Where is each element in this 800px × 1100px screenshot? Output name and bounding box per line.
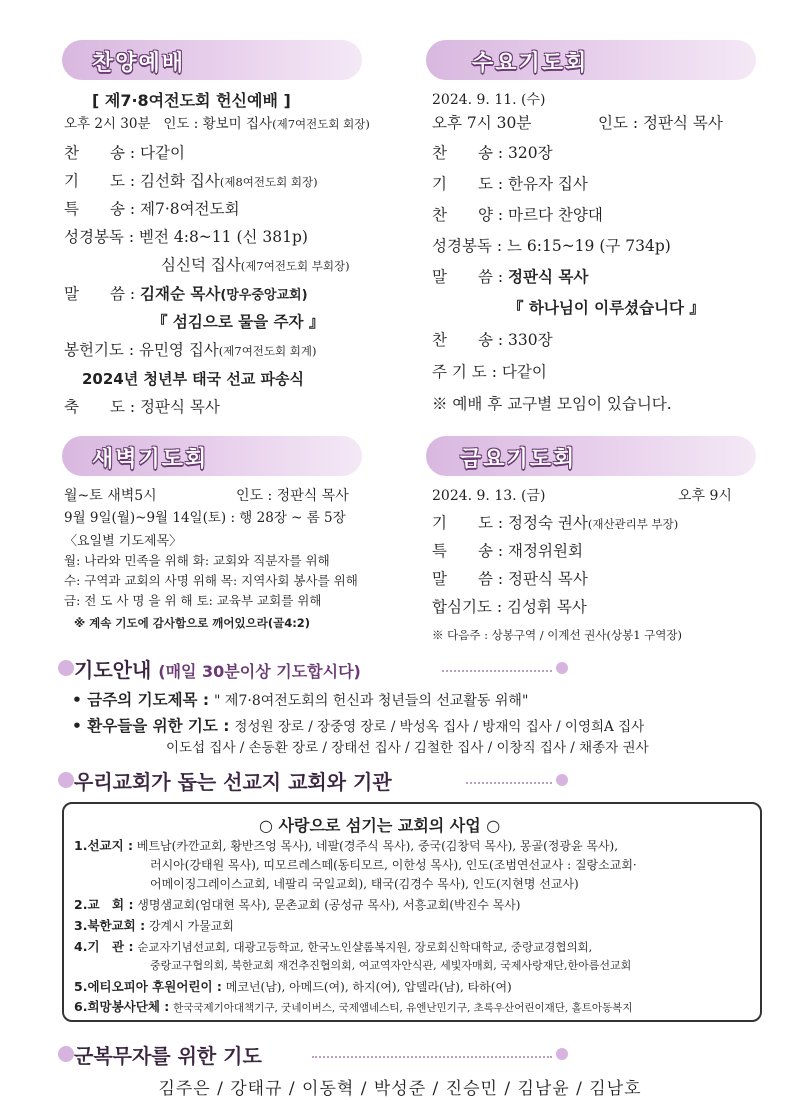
prayer-guide-subtitle: (매일 30분이상 기도합시다) xyxy=(158,662,361,681)
wed-sermon-label: 말 씀 : xyxy=(432,268,504,286)
wed-praise-value: 마르다 찬양대 xyxy=(508,206,603,224)
section-dot-icon xyxy=(556,662,568,674)
wed-praise-label: 찬 양 : xyxy=(432,206,504,224)
wed-preacher: 정판식 목사 xyxy=(508,268,589,286)
sick-prayer-label: • 환우들을 위한 기도 : xyxy=(72,717,230,735)
header-sunday: 찬양예배 xyxy=(92,51,186,76)
fri-next-week: ※ 다음주 : 상봉구역 / 이계선 권사(상봉1 구역장) xyxy=(432,628,682,642)
dawn-topic-row: 월: 나라와 민족을 위해 화: 교회와 직분자를 위해 xyxy=(64,553,330,568)
wed-hymn-label: 찬 송 : xyxy=(432,144,504,162)
offering-label: 봉헌기도 : xyxy=(64,341,135,359)
prayer-guide-title: 기도안내 xyxy=(74,658,152,682)
worship-hymn xyxy=(64,146,185,162)
reading-label: 성경봉독 : xyxy=(64,228,135,246)
worship-reading xyxy=(64,230,308,246)
worship-reader xyxy=(161,258,350,274)
wed-lords-prayer-value: 다같이 xyxy=(501,363,547,381)
prayer-topic-line xyxy=(72,693,528,709)
worship-prayer xyxy=(64,174,318,190)
mission-line: 메코넌(남), 아메드(여), 하지(여), 압델라(남), 타하(여) xyxy=(225,980,512,994)
wed-leader: 인도 : 정판식 목사 xyxy=(598,114,723,132)
wed-praise xyxy=(432,208,603,224)
worship-blessing xyxy=(64,400,220,416)
wed-reading-label: 성경봉독 : xyxy=(432,237,503,255)
prayer-guide-heading xyxy=(74,654,361,683)
fri-time: 오후 9시 xyxy=(678,488,732,504)
mission-key: 4.기 관 : xyxy=(74,939,134,954)
header-wednesday: 수요기도회 xyxy=(472,51,589,76)
worship-leader-note: (제7여전도회 회장) xyxy=(272,117,370,131)
mission-key: 6.희망봉사단체 : xyxy=(74,999,170,1014)
wed-note: ※ 예배 후 교구별 모임이 있습니다. xyxy=(432,395,672,413)
section-dot-icon xyxy=(58,660,74,676)
dawn-verse: ※ 계속 기도에 감사함으로 깨어있으라(골4:2) xyxy=(74,616,311,630)
military-names: 김주은 / 강태규 / 이동혁 / 박성준 / 진승민 / 김남윤 / 김남호 xyxy=(158,1079,642,1099)
mission-item xyxy=(74,920,234,933)
sick-prayer-names: 이도섭 집사 / 손동환 장로 / 장태선 집사 / 김철한 집사 / 이창직 집사 / 채종자 권사 xyxy=(166,740,649,756)
prayer-topic-label: • 금주의 기도제목 : xyxy=(72,691,210,709)
mission-key: 1.선교지 : xyxy=(74,838,134,853)
hymn-value: 다같이 xyxy=(140,144,185,162)
worship-sermon-title: 『 섬김으로 물을 주자 』 xyxy=(152,313,325,331)
wed-date: 2024. 9. 11. (수) xyxy=(432,92,546,108)
header-friday: 금요기도회 xyxy=(460,447,577,472)
wed-prayer-label: 기 도 : xyxy=(432,175,504,193)
hymn-label: 찬 송 : xyxy=(64,144,136,162)
mission-line: 베트남(카깐교회, 황반즈엉 목사), 네팔(경주식 목사), 중국(김창덕 목사), 몽골(정광윤 목사), xyxy=(136,839,619,853)
mission-line: 강계시 가물교회 xyxy=(148,919,234,933)
wed-reading-value: 느 6:15~19 (구 734p) xyxy=(506,237,671,255)
wed-prayer xyxy=(432,177,588,193)
fri-prayer-value: 정정숙 권사 xyxy=(508,514,588,532)
mission-sending: 2024년 청년부 태국 선교 파송식 xyxy=(82,370,305,388)
fri-date: 2024. 9. 13. (금) xyxy=(432,488,546,504)
section-dot-icon xyxy=(58,772,74,788)
fri-prayer xyxy=(432,516,678,532)
preacher-note: (망우중앙교회) xyxy=(220,288,308,303)
wed-hymn-value: 320장 xyxy=(508,144,553,162)
reading-value: 벧전 4:8~11 (신 381p) xyxy=(138,228,308,246)
sermon-label: 말 씀 : xyxy=(64,285,136,303)
offering-value: 유민영 집사 xyxy=(138,341,219,359)
fri-sermon xyxy=(432,572,588,588)
dawn-leader: 인도 : 정판식 목사 xyxy=(236,488,349,504)
section-dot-icon xyxy=(58,1046,74,1062)
fri-prayer-label: 기 도 : xyxy=(432,514,504,532)
dawn-range: 9월 9일(월)~9월 14일(토) : 행 28장 ~ 롬 5장 xyxy=(64,510,346,526)
preacher-value: 김재순 목사 xyxy=(140,285,221,303)
fri-joint xyxy=(432,600,587,616)
dotted-divider xyxy=(466,782,552,784)
mission-key: 5.에티오피아 후원어린이 : xyxy=(74,979,222,994)
prayer-topic: " 제7·8여전도회의 헌신과 청년들의 선교활동 위해" xyxy=(214,693,529,709)
wed-hymn2-label: 찬 송 : xyxy=(432,331,504,349)
prayer-note: (제8여전도회 회장) xyxy=(219,175,318,189)
mission-line: 러시아(강태원 목사), 띠모르레스떼(동티모르, 이한성 목사), 인도(조범연선교사 : 질랑소교회· xyxy=(150,858,637,872)
wed-hymn xyxy=(432,146,553,162)
worship-time-line xyxy=(64,118,370,132)
sick-prayer-line xyxy=(72,719,644,735)
mission-line: 생명샘교회(엄대현 목사), 문촌교회 (공성규 목사), 서흥교회(박진수 목사) xyxy=(137,898,521,912)
mission-line: 어메이징그레이스교회, 네팔리 국일교회), 태국(김경수 목사), 인도(지현명 선교사) xyxy=(150,877,579,891)
wed-time: 오후 7시 30분 xyxy=(432,114,532,132)
fri-special xyxy=(432,544,583,560)
offering-note: (제7여전도회 회계) xyxy=(218,344,317,358)
worship-time: 오후 2시 30분 xyxy=(64,116,151,132)
sick-prayer-names: 정성원 장로 / 장중영 장로 / 박성옥 집사 / 방재익 집사 / 이영희A 집사 xyxy=(234,719,645,735)
fri-special-value: 재정위원회 xyxy=(508,542,583,560)
mission-item xyxy=(74,899,520,912)
section-dot-icon xyxy=(556,1048,568,1060)
missions-box xyxy=(62,802,762,1022)
wed-hymn2 xyxy=(432,333,553,349)
mission-key: 2.교 회 : xyxy=(74,897,134,912)
wed-lords-prayer-label: 주 기 도 : xyxy=(432,363,497,381)
military-title: 군복무자를 위한 기도 xyxy=(74,1044,262,1068)
fri-special-label: 특 송 : xyxy=(432,542,504,560)
dotted-divider xyxy=(312,1056,552,1058)
fri-sermon-label: 말 씀 : xyxy=(432,570,504,588)
section-dot-icon xyxy=(556,774,568,786)
dawn-days: 월~토 새벽5시 xyxy=(64,488,157,504)
wed-sermon-title: 『 하나님이 이루셨습니다 』 xyxy=(508,299,705,317)
dawn-topic-row: 수: 구역과 교회의 사명 위해 목: 지역사회 봉사를 위해 xyxy=(64,573,358,588)
prayer-value: 김선화 집사 xyxy=(140,172,220,190)
reader-value: 심신덕 집사 xyxy=(161,256,241,274)
mission-key: 3.북한교회 : xyxy=(74,918,146,933)
dotted-divider xyxy=(442,670,552,672)
missions-title: 우리교회가 돕는 선교지 교회와 기관 xyxy=(74,770,392,794)
worship-leader: 인도 : 황보미 집사 xyxy=(163,116,273,132)
fri-joint-label: 합심기도 : xyxy=(432,598,503,616)
prayer-label: 기 도 : xyxy=(64,172,136,190)
blessing-value: 정판식 목사 xyxy=(140,398,220,416)
dawn-topic-row: 금: 전 도 사 명 을 위 해 토: 교육부 교회를 위해 xyxy=(64,593,322,608)
wed-lords-prayer xyxy=(432,365,547,381)
wed-sermon xyxy=(432,270,588,286)
worship-offering xyxy=(64,343,317,359)
wed-prayer-value: 한유자 집사 xyxy=(508,175,588,193)
fri-preacher: 정판식 목사 xyxy=(508,570,588,588)
missions-box-title: ○ 사랑으로 섬기는 교회의 사업 ○ xyxy=(259,816,501,835)
mission-item xyxy=(74,840,618,853)
blessing-label: 축 도 : xyxy=(64,398,136,416)
worship-title: [ 제7·8여전도회 헌신예배 ] xyxy=(92,91,291,110)
mission-line: 한국국제기아대책기구, 굿네이버스, 국제앰네스티, 유엔난민기구, 초록우산어린이재단, 홀트아동복지 xyxy=(173,1002,633,1014)
wed-hymn2-value: 330장 xyxy=(508,331,553,349)
wed-reading xyxy=(432,239,671,255)
special-label: 특 송 : xyxy=(64,200,136,218)
worship-sermon xyxy=(64,287,308,303)
special-value: 제7·8여전도회 xyxy=(140,200,240,218)
mission-item xyxy=(74,941,592,954)
mission-line: 순교자기념선교회, 대광고등학교, 한국노인샬롬복지원, 장로회신학대학교, 중랑교경협의회, xyxy=(137,940,593,954)
mission-line: 중랑교구협의회, 북한교회 재건추진협의회, 여교역자안식관, 세빛자매회, 국제사랑재단,한아름선교회 xyxy=(150,959,632,972)
fri-prayer-note: (재산관리부 부장) xyxy=(587,517,679,531)
dawn-topics-title: 〈요일별 기도제목〉 xyxy=(64,534,183,549)
header-dawn: 새벽기도회 xyxy=(92,447,209,472)
worship-special xyxy=(64,202,240,218)
fri-joint-value: 김성휘 목사 xyxy=(506,598,587,616)
mission-item xyxy=(74,981,512,994)
mission-item xyxy=(74,1001,632,1014)
reader-note: (제7여전도회 부회장) xyxy=(240,259,350,273)
